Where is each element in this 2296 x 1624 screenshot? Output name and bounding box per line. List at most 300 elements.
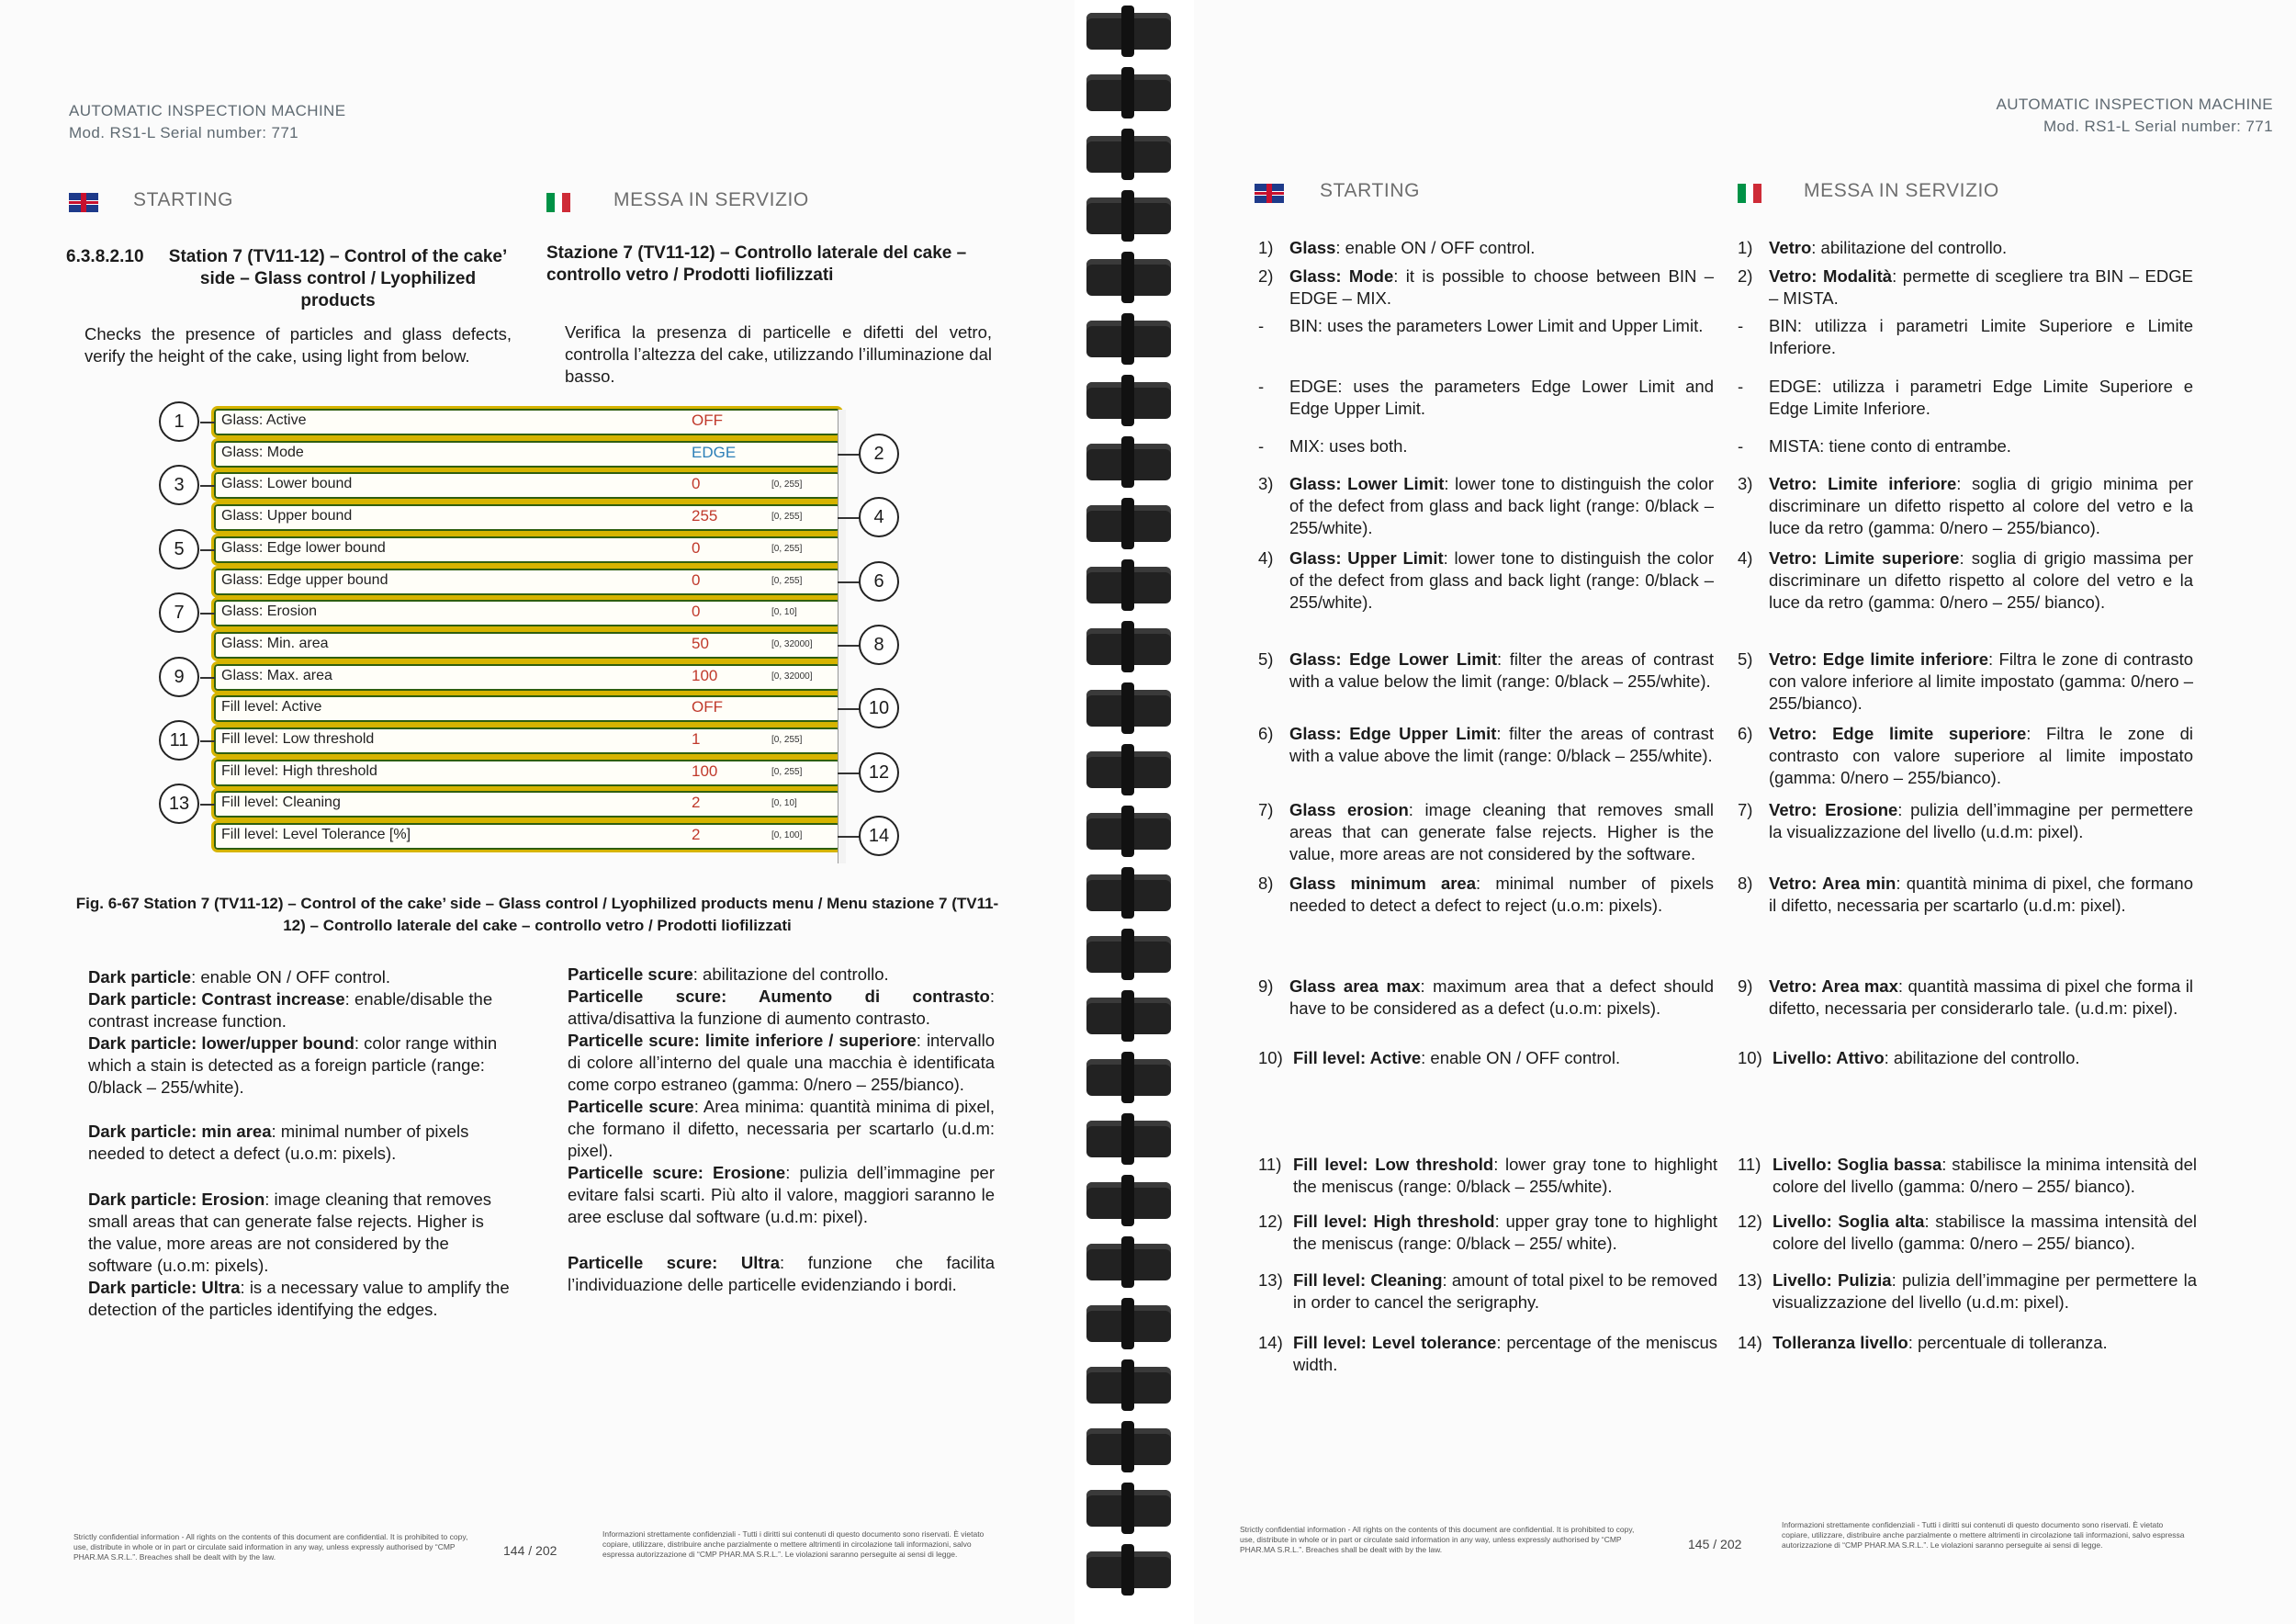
callout-10: 10 bbox=[859, 688, 899, 728]
menu-row-range: [0, 100] bbox=[771, 830, 803, 841]
list-item-text bbox=[1769, 473, 2193, 539]
list-item-desc: : percentuale di tolleranza. bbox=[1908, 1333, 2108, 1352]
list-item-text bbox=[1769, 237, 2193, 259]
list-item-desc: : lower tone to distinguish the color of the defect from glass and back light (range: 0/black – 255/white). bbox=[1289, 548, 1714, 612]
list-item-number: 8) bbox=[1258, 874, 1274, 893]
section-number: 6.3.8.2.10 bbox=[66, 247, 144, 266]
list-item-number: 6) bbox=[1738, 724, 1753, 743]
list-item-desc: : soglia di grigio massima per discriminare un difetto rispetto al colore del vetro e la luce da retro (gamma: 0/nero – 255/ bianco). bbox=[1769, 548, 2193, 612]
binding-ring bbox=[1086, 628, 1171, 665]
binding-ring bbox=[1086, 13, 1171, 50]
list-item-number: 11) bbox=[1258, 1155, 1282, 1174]
menu-row-label: Glass: Max. area bbox=[221, 667, 332, 683]
menu-row-value[interactable]: 0 bbox=[692, 475, 701, 493]
list-item-desc: : abilitazione del controllo. bbox=[1884, 1048, 2080, 1067]
list-item-term: Fill level: Level tolerance bbox=[1293, 1333, 1497, 1352]
item-desc: : pulizia dell’immagine per evitare falsi scarti. Più alto il valore, maggiori saranno le aree escluse dal software (u.d.m: pixel). bbox=[568, 1163, 995, 1226]
callout-14: 14 bbox=[859, 816, 899, 856]
binding-ring bbox=[1086, 1367, 1171, 1404]
list-item bbox=[1258, 799, 1717, 873]
uk-flag-icon bbox=[1255, 184, 1284, 203]
binding-ring bbox=[1086, 505, 1171, 542]
menu-row-value[interactable]: 100 bbox=[692, 761, 718, 780]
footer-confidential-it: Informazioni strettamente confidenziali - Tutti i diritti sui contenuti di questo documento sono riservati. È vietato copiare, utilizzare, distribuire anche parzialmente o mettere altrimenti in circolazione tali informazioni, salvo espressa autorizzazione di “CMP PHAR.MA S.R.L.”. Le violazioni saranno perseguite ai sensi di legge. bbox=[602, 1529, 985, 1559]
menu-row[interactable] bbox=[211, 438, 843, 470]
menu-scrollbar[interactable] bbox=[838, 410, 846, 863]
page-number: 144 / 202 bbox=[503, 1543, 557, 1558]
list-item-term: Vetro bbox=[1769, 238, 1812, 257]
binding-ring bbox=[1086, 259, 1171, 296]
item-term: Dark particle: Ultra bbox=[88, 1278, 241, 1297]
item-desc: : intervallo di colore all’interno del quale una macchia è identificata come corpo estraneo (gamma: 0/nero – 255/bianco). bbox=[568, 1031, 995, 1094]
binding-ring bbox=[1086, 874, 1171, 911]
list-item-text bbox=[1769, 799, 2193, 843]
callout-leader bbox=[200, 422, 215, 423]
item-term: Dark particle: lower/upper bound bbox=[88, 1033, 355, 1053]
callout-6: 6 bbox=[859, 561, 899, 602]
callout-12: 12 bbox=[859, 752, 899, 793]
list-item-desc: : upper gray tone to highlight the meniscus (range: 0/black – 255/ white). bbox=[1293, 1212, 1718, 1253]
list-item-term: Vetro: Limite inferiore bbox=[1769, 474, 1957, 493]
list-item-term: Fill level: Active bbox=[1293, 1048, 1422, 1067]
list-item-text bbox=[1289, 547, 1714, 614]
callout-9: 9 bbox=[159, 657, 199, 697]
list-item bbox=[1258, 1047, 1717, 1121]
list-item-text bbox=[1293, 1269, 1717, 1314]
menu-row-range: [0, 10] bbox=[771, 607, 797, 618]
menu-row-value[interactable]: 100 bbox=[692, 666, 718, 684]
section-messa-in-servizio-right: MESSA IN SERVIZIO bbox=[1804, 180, 1999, 201]
intro-it: Verifica la presenza di particelle e difetti del vetro, controlla l’altezza del cake, utilizzando l’illuminazione dal basso. bbox=[565, 322, 992, 386]
list-item bbox=[1738, 1332, 2197, 1405]
binding-ring bbox=[1086, 1121, 1171, 1157]
menu-row-label: Glass: Edge lower bound bbox=[221, 539, 386, 556]
list-item-term: Vetro: Edge limite superiore bbox=[1769, 724, 2027, 743]
section-starting-right: STARTING bbox=[1320, 180, 1421, 201]
list-item-term: Vetro: Limite superiore bbox=[1769, 548, 1960, 568]
list-item-term: Vetro: Erosione bbox=[1769, 800, 1898, 819]
list-item-text bbox=[1289, 237, 1714, 259]
list-item-desc: : soglia di grigio minima per discriminare un difetto rispetto al colore del vetro e la luce da retro (gamma: 0/nero – 255/bianco). bbox=[1769, 474, 2193, 537]
callout-leader bbox=[200, 549, 215, 551]
list-item-number: 11) bbox=[1738, 1155, 1761, 1174]
menu-row[interactable] bbox=[211, 534, 843, 566]
binding-ring bbox=[1086, 1428, 1171, 1465]
callout-7: 7 bbox=[159, 592, 199, 633]
list-item-number: - bbox=[1258, 377, 1265, 396]
dark-particle-item bbox=[568, 964, 995, 986]
callout-leader bbox=[200, 677, 215, 679]
menu-row-label: Fill level: Cleaning bbox=[221, 795, 341, 811]
footer-confidential-en: Strictly confidential information - All rights on the contents of this document are confidential. It is prohibited to copy, use, distribute in whole or in part or circulate said information in any way, unless expressly authorised by “CMP PHAR.MA S.R.L.”. Breaches shall be dealt with by the law. bbox=[73, 1532, 468, 1562]
list-item-number: - bbox=[1258, 316, 1265, 335]
dark-particle-item bbox=[88, 1189, 511, 1277]
callout-3: 3 bbox=[159, 465, 199, 505]
list-item-number: - bbox=[1738, 377, 1744, 396]
list-item-text bbox=[1769, 435, 2193, 457]
menu-row[interactable] bbox=[211, 406, 843, 438]
list-item-number: 7) bbox=[1738, 800, 1753, 819]
item-desc: : image cleaning that removes small areas that can generate false rejects. Higher is the value, more areas are not considered by the software (u.o.m: pixels). bbox=[88, 1190, 492, 1275]
list-item-desc: : Filtra le zone di contrasto con valore superiore al limite impostato (gamma: 0/nero – 255/bianco). bbox=[1769, 724, 2193, 787]
list-item-desc: EDGE: uses the parameters Edge Lower Limit and Edge Upper Limit. bbox=[1289, 377, 1714, 418]
list-item-number: 1) bbox=[1258, 238, 1274, 257]
menu-row-value[interactable]: 0 bbox=[692, 603, 701, 621]
item-term: Particelle scure bbox=[568, 964, 693, 984]
list-item-number: 6) bbox=[1258, 724, 1274, 743]
menu-row-range: [0, 255] bbox=[771, 479, 803, 491]
dark-particle-item bbox=[88, 988, 511, 1032]
list-item bbox=[1738, 976, 2197, 1049]
list-item-term: Glass minimum area bbox=[1289, 874, 1477, 893]
list-item-text bbox=[1769, 873, 2193, 917]
callout-5: 5 bbox=[159, 529, 199, 570]
list-item-desc: MIX: uses both. bbox=[1289, 436, 1408, 456]
list-item-desc: : abilitazione del controllo. bbox=[1811, 238, 2008, 257]
list-item bbox=[1738, 473, 2197, 547]
list-item-number: 5) bbox=[1738, 649, 1753, 669]
binding-ring bbox=[1086, 74, 1171, 111]
menu-row-value[interactable]: OFF bbox=[692, 412, 723, 429]
list-item-number: 1) bbox=[1738, 238, 1753, 257]
list-item-desc: : filter the areas of contrast with a value below the limit (range: 0/black – 255/white). bbox=[1289, 649, 1714, 691]
menu-row[interactable] bbox=[211, 629, 843, 661]
list-item-desc: BIN: uses the parameters Lower Limit and Upper Limit. bbox=[1289, 316, 1704, 335]
list-item-number: 12) bbox=[1258, 1212, 1283, 1231]
list-item-desc: BIN: utilizza i parametri Limite Superiore e Limite Inferiore. bbox=[1769, 316, 2193, 357]
menu-row[interactable] bbox=[211, 597, 843, 629]
list-item-text bbox=[1289, 376, 1714, 420]
figure-caption: Fig. 6-67 Station 7 (TV11-12) – Control of the cake’ side – Glass control / Lyophilized products menu / Menu stazione 7 (TV11-12) – Controllo laterale del cake – controllo vetro / Prodotti liofilizzati bbox=[75, 895, 999, 934]
binding-ring bbox=[1086, 1551, 1171, 1588]
item-desc: : attiva/disattiva la funzione di aumento contrasto. bbox=[568, 987, 995, 1028]
list-item-number: 12) bbox=[1738, 1212, 1762, 1231]
binding-ring bbox=[1086, 197, 1171, 234]
menu-row-range: [0, 10] bbox=[771, 798, 797, 809]
list-item-term: Vetro: Area max bbox=[1769, 976, 1898, 996]
menu-row-value[interactable]: 0 bbox=[692, 538, 701, 557]
left-page bbox=[0, 0, 1075, 1624]
list-item bbox=[1738, 648, 2197, 722]
list-item-desc: : pulizia dell’immagine per permettere la visualizzazione del livello (u.d.m: pixel). bbox=[1773, 1270, 2198, 1312]
dark-particle-item bbox=[88, 1121, 511, 1165]
menu-row[interactable] bbox=[211, 788, 843, 820]
list-item-text bbox=[1293, 1211, 1717, 1255]
list-item-number: 14) bbox=[1258, 1333, 1283, 1352]
callout-leader bbox=[838, 645, 860, 647]
item-term: Particelle scure: limite inferiore / superiore bbox=[568, 1031, 917, 1050]
dark-particle-item bbox=[568, 1030, 995, 1096]
list-item-number: 10) bbox=[1738, 1048, 1762, 1067]
section-starting: STARTING bbox=[133, 189, 234, 210]
list-item-term: Fill level: Low threshold bbox=[1293, 1155, 1494, 1174]
menu-row[interactable] bbox=[211, 469, 843, 502]
list-item-term: Glass: Edge Lower Limit bbox=[1289, 649, 1498, 669]
menu-row-label: Fill level: Level Tolerance [%] bbox=[221, 827, 411, 843]
list-item-desc: : enable ON / OFF control. bbox=[1335, 238, 1536, 257]
binding-ring bbox=[1086, 567, 1171, 603]
footer-confidential-en-right: Strictly confidential information - All rights on the contents of this document are confidential. It is prohibited to copy, use, distribute in whole or in part or circulate said information in any way, unless expressly authorised by “CMP PHAR.MA S.R.L.”. Breaches shall be dealt with by the law. bbox=[1240, 1525, 1635, 1554]
list-item-term: Vetro: Modalità bbox=[1769, 266, 1893, 286]
list-item-term: Livello: Pulizia bbox=[1773, 1270, 1892, 1290]
callout-leader bbox=[838, 708, 860, 710]
list-item-text bbox=[1293, 1154, 1717, 1198]
menu-row[interactable] bbox=[211, 725, 843, 757]
list-item-text bbox=[1773, 1154, 2197, 1198]
item-desc: : Area minima: quantità minima di pixel, che formano il difetto, necessaria per scartarlo (u.d.m: pixel). bbox=[568, 1097, 996, 1160]
item-desc: : is a necessary value to amplify the detection of the particles identifying the edges. bbox=[88, 1278, 510, 1319]
list-item-term: Tolleranza livello bbox=[1773, 1333, 1908, 1352]
list-item-text bbox=[1769, 315, 2193, 359]
menu-row-range: [0, 255] bbox=[771, 575, 803, 586]
list-item-number: 9) bbox=[1258, 976, 1274, 996]
list-item bbox=[1258, 473, 1717, 547]
list-item-term: Vetro: Edge limite inferiore bbox=[1769, 649, 1989, 669]
list-item-desc: : maximum area that a defect should have to be considered as a defect (u.o.m: pixels). bbox=[1289, 976, 1714, 1018]
binding-ring bbox=[1086, 136, 1171, 173]
binding-ring bbox=[1086, 690, 1171, 727]
list-item bbox=[1738, 723, 2197, 796]
list-item-number: 4) bbox=[1738, 548, 1753, 568]
binding-ring bbox=[1086, 1182, 1171, 1219]
dark-particle-item bbox=[568, 1252, 995, 1296]
menu-row[interactable] bbox=[211, 693, 843, 725]
list-item-desc: : percentage of the meniscus width. bbox=[1293, 1333, 1717, 1374]
binding-ring bbox=[1086, 813, 1171, 850]
dark-particle-en bbox=[88, 966, 511, 1321]
menu-row-range: [0, 255] bbox=[771, 766, 803, 777]
list-item-text bbox=[1289, 648, 1714, 693]
list-item-term: Livello: Soglia bassa bbox=[1773, 1155, 1942, 1174]
list-item-desc: : permette di scegliere tra BIN – EDGE – MISTA. bbox=[1769, 266, 2193, 308]
list-item-desc: : quantità minima di pixel, che formano il difetto, necessaria per scartarlo (u.d.m: pixel). bbox=[1769, 874, 2193, 915]
menu-row-label: Fill level: Active bbox=[221, 699, 322, 716]
list-item-desc: : pulizia dell’immagine per permettere la visualizzazione del livello (u.d.m: pixel). bbox=[1769, 800, 2193, 841]
list-item-number: 3) bbox=[1258, 474, 1274, 493]
header-model-text: Mod. RS1-L Serial number: 771 bbox=[69, 124, 299, 141]
list-item-number: - bbox=[1738, 436, 1744, 456]
binding-ring bbox=[1086, 936, 1171, 973]
settings-menu bbox=[211, 406, 854, 865]
list-item-number: 8) bbox=[1738, 874, 1753, 893]
list-item-desc: : image cleaning that removes small areas that can generate false rejects. Higher is the value, more areas are not considered by the software. bbox=[1289, 800, 1714, 863]
menu-row[interactable] bbox=[211, 757, 843, 789]
list-item bbox=[1258, 547, 1717, 621]
list-item-desc: : stabilisce la minima intensità del colore del livello (gamma: 0/nero – 255/ bianco). bbox=[1773, 1155, 2197, 1196]
italy-flag-icon bbox=[546, 193, 570, 212]
list-item-text bbox=[1769, 723, 2193, 789]
item-term: Dark particle bbox=[88, 967, 192, 987]
list-item bbox=[1738, 1047, 2197, 1121]
menu-row-value[interactable]: 1 bbox=[692, 730, 701, 748]
list-item-term: Vetro: Area min bbox=[1769, 874, 1896, 893]
list-item-term: Fill level: High threshold bbox=[1293, 1212, 1495, 1231]
list-item-term: Livello: Attivo bbox=[1773, 1048, 1885, 1067]
list-item-text bbox=[1289, 799, 1714, 865]
callout-13: 13 bbox=[159, 784, 199, 824]
menu-row[interactable] bbox=[211, 661, 843, 694]
list-item-number: 14) bbox=[1738, 1333, 1762, 1352]
callout-8: 8 bbox=[859, 625, 899, 665]
item-term: Particelle scure bbox=[568, 1097, 694, 1116]
menu-row-range: [0, 255] bbox=[771, 543, 803, 554]
list-item-desc: : it is possible to choose between BIN – EDGE – MIX. bbox=[1289, 266, 1714, 308]
menu-row-range: [0, 255] bbox=[771, 512, 803, 523]
list-item-term: Glass bbox=[1289, 238, 1336, 257]
list-item-term: Glass: Upper Limit bbox=[1289, 548, 1444, 568]
dark-particle-item bbox=[568, 1096, 995, 1162]
list-item-desc: EDGE: utilizza i parametri Edge Limite Superiore e Edge Limite Inferiore. bbox=[1769, 377, 2193, 418]
list-item-number: 2) bbox=[1738, 266, 1753, 286]
list-item-desc: : Filtra le zone di contrasto con valore inferiore al limite impostato (gamma: 0/nero – 255/bianco). bbox=[1769, 649, 2193, 713]
list-item-text bbox=[1769, 976, 2193, 1020]
footer-confidential-it-right: Informazioni strettamente confidenziali - Tutti i diritti sui contenuti di questo documento sono riservati. È vietato copiare, utilizzare, distribuire anche parzialmente o mettere altrimenti in circolazione tali informazioni, salvo espressa autorizzazione di “CMP PHAR.MA S.R.L.”. Le violazioni saranno perseguite ai sensi di legge. bbox=[1782, 1520, 2185, 1550]
binding-ring bbox=[1086, 1244, 1171, 1280]
list-item-text bbox=[1289, 265, 1714, 310]
item-desc: : enable ON / OFF control. bbox=[191, 967, 391, 987]
menu-row-label: Glass: Erosion bbox=[221, 603, 318, 620]
italy-flag-icon bbox=[1738, 184, 1761, 203]
list-item-term: Glass: Mode bbox=[1289, 266, 1394, 286]
right-page bbox=[1194, 0, 2296, 1624]
item-term: Particelle scure: Aumento di contrasto bbox=[568, 987, 990, 1006]
list-item-text bbox=[1289, 435, 1714, 457]
dark-particle-item bbox=[568, 986, 995, 1030]
callout-leader bbox=[200, 613, 215, 615]
menu-row-range: [0, 255] bbox=[771, 735, 803, 745]
binding-ring bbox=[1086, 1490, 1171, 1527]
menu-row-value[interactable]: 2 bbox=[692, 826, 701, 844]
list-item-text bbox=[1769, 376, 2193, 420]
list-item-text bbox=[1289, 723, 1714, 767]
menu-row-value[interactable]: OFF bbox=[692, 698, 723, 716]
item-term: Particelle scure: Ultra bbox=[568, 1253, 781, 1272]
menu-row-label: Glass: Edge upper bound bbox=[221, 571, 388, 588]
list-item-text bbox=[1769, 648, 2193, 715]
item-term: Dark particle: min area bbox=[88, 1122, 272, 1141]
section-title-en: Station 7 (TV11-12) – Control of the cake’ side – Glass control / Lyophilized products bbox=[168, 247, 508, 310]
callout-leader bbox=[200, 740, 215, 742]
menu-row-value[interactable]: EDGE bbox=[692, 443, 737, 461]
callout-leader bbox=[200, 804, 215, 806]
header-model bbox=[69, 123, 298, 142]
callout-leader bbox=[838, 581, 860, 583]
list-item bbox=[1258, 976, 1717, 1049]
menu-row-value[interactable]: 2 bbox=[692, 794, 701, 812]
list-item-text bbox=[1773, 1211, 2197, 1255]
list-item-text bbox=[1289, 473, 1714, 539]
list-item bbox=[1258, 873, 1717, 946]
list-item-text bbox=[1773, 1269, 2197, 1314]
list-item-term: Glass erosion bbox=[1289, 800, 1409, 819]
list-item-number: 10) bbox=[1258, 1048, 1283, 1067]
list-item-text bbox=[1773, 1047, 2197, 1069]
page-number-right: 145 / 202 bbox=[1688, 1537, 1742, 1551]
callout-leader bbox=[838, 773, 860, 774]
menu-row-label: Glass: Upper bound bbox=[221, 508, 353, 524]
list-item-text bbox=[1293, 1047, 1717, 1069]
menu-row-label: Fill level: Low threshold bbox=[221, 731, 375, 747]
list-item-term: Livello: Soglia alta bbox=[1773, 1212, 1925, 1231]
menu-row-label: Glass: Active bbox=[221, 412, 307, 428]
list-item bbox=[1258, 648, 1717, 722]
list-item-text bbox=[1289, 315, 1714, 337]
binding-spine bbox=[1075, 0, 1194, 1624]
menu-row-value[interactable]: 50 bbox=[692, 634, 709, 652]
header-title-text: AUTOMATIC INSPECTION MACHINE bbox=[69, 102, 346, 119]
list-item-number: 7) bbox=[1258, 800, 1274, 819]
callout-leader bbox=[838, 454, 860, 456]
menu-row-label: Glass: Min. area bbox=[221, 635, 329, 651]
list-item-text bbox=[1293, 1332, 1717, 1376]
header-title-right-text: AUTOMATIC INSPECTION MACHINE bbox=[1996, 96, 2273, 113]
menu-row[interactable] bbox=[211, 502, 843, 534]
list-item bbox=[1258, 723, 1717, 796]
menu-row-value[interactable]: 0 bbox=[692, 570, 701, 589]
list-item-number: 4) bbox=[1258, 548, 1274, 568]
menu-row-label: Glass: Lower bound bbox=[221, 476, 353, 492]
list-item-number: 9) bbox=[1738, 976, 1753, 996]
item-term: Particelle scure: Erosione bbox=[568, 1163, 786, 1182]
binding-ring bbox=[1086, 321, 1171, 357]
item-desc: : abilitazione del controllo. bbox=[692, 964, 889, 984]
list-item-desc: : filter the areas of contrast with a value above the limit (range: 0/black – 255/white). bbox=[1289, 724, 1714, 765]
item-desc: : funzione che facilita l’individuazione delle particelle evidenziando i bordi. bbox=[568, 1253, 995, 1294]
list-item-desc: : amount of total pixel to be removed in order to cancel the serigraphy. bbox=[1293, 1270, 1717, 1312]
menu-row[interactable] bbox=[211, 820, 843, 852]
menu-row-value[interactable]: 255 bbox=[692, 507, 718, 525]
intro-en: Checks the presence of particles and glass defects, verify the height of the cake, using light from below. bbox=[84, 324, 512, 366]
list-item-term: Glass: Lower Limit bbox=[1289, 474, 1445, 493]
list-item-desc: : lower tone to distinguish the color of the defect from glass and back light (range: 0/black – 255/white). bbox=[1289, 474, 1714, 537]
menu-row-range: [0, 32000] bbox=[771, 671, 813, 682]
dark-particle-item bbox=[88, 1277, 511, 1321]
menu-row-label: Glass: Mode bbox=[221, 444, 304, 460]
list-item-text bbox=[1769, 265, 2193, 310]
header-title-right bbox=[1997, 95, 2273, 114]
dark-particle-item bbox=[568, 1162, 995, 1228]
header-model-right-text: Mod. RS1-L Serial number: 771 bbox=[2043, 118, 2273, 135]
callout-2: 2 bbox=[859, 434, 899, 474]
item-term: Dark particle: Contrast increase bbox=[88, 989, 345, 1009]
section-title-it: Stazione 7 (TV11-12) – Controllo laterale del cake – controllo vetro / Prodotti liofilizzati bbox=[546, 243, 967, 285]
header-model-right bbox=[2043, 117, 2273, 136]
item-desc: : color range within which a stain is detected as a foreign particle (range: 0/black – 255/white). bbox=[88, 1033, 498, 1097]
callout-leader bbox=[838, 517, 860, 519]
binding-ring bbox=[1086, 382, 1171, 419]
binding-ring bbox=[1086, 444, 1171, 480]
menu-row[interactable] bbox=[211, 566, 843, 598]
callout-11: 11 bbox=[159, 720, 199, 761]
list-item-desc: : stabilisce la massima intensità del colore del livello (gamma: 0/nero – 255/ bianco). bbox=[1773, 1212, 2197, 1253]
list-item-desc: : minimal number of pixels needed to detect a defect to reject (u.o.m: pixels). bbox=[1289, 874, 1714, 915]
callout-4: 4 bbox=[859, 497, 899, 537]
list-item-number: 5) bbox=[1258, 649, 1274, 669]
binding-ring bbox=[1086, 998, 1171, 1034]
binding-ring bbox=[1086, 751, 1171, 788]
binding-ring bbox=[1086, 1305, 1171, 1342]
list-item-term: Glass area max bbox=[1289, 976, 1421, 996]
dark-particle-item bbox=[88, 966, 511, 988]
list-item bbox=[1738, 799, 2197, 873]
list-item-term: Fill level: Cleaning bbox=[1293, 1270, 1443, 1290]
header-title bbox=[69, 101, 345, 120]
menu-row-range: [0, 32000] bbox=[771, 638, 813, 649]
section-messa-in-servizio: MESSA IN SERVIZIO bbox=[613, 189, 809, 210]
list-item-desc: : quantità massima di pixel che forma il difetto, necessaria per considerarlo tale. (u.d.m: pixel). bbox=[1769, 976, 2194, 1018]
list-item bbox=[1258, 1332, 1717, 1405]
list-item-term: Glass: Edge Upper Limit bbox=[1289, 724, 1497, 743]
